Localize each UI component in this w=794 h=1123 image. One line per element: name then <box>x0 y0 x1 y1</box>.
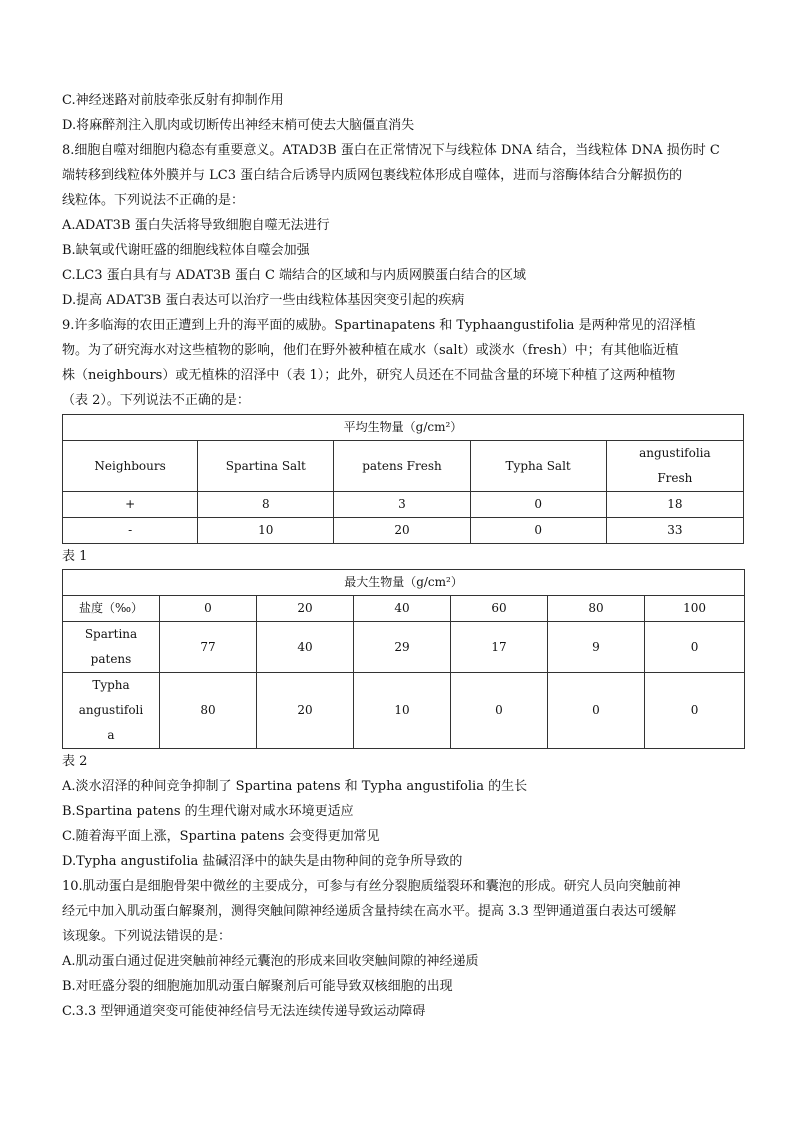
q8-option-a: A.ADAT3B 蛋白失活将导致细胞自噬无法进行 <box>62 218 330 233</box>
label-line: a <box>107 728 115 742</box>
label-line: Spartina <box>84 627 138 641</box>
table-cell: 20 <box>257 673 354 749</box>
exam-page <box>62 88 746 1024</box>
table-1-header <box>606 441 743 492</box>
table-cell: 29 <box>354 622 451 673</box>
table-cell: 18 <box>606 492 743 518</box>
header-line: Fresh <box>657 471 693 485</box>
table-cell: + <box>63 492 198 518</box>
row-label <box>63 622 160 673</box>
salinity-cell: 60 <box>451 596 548 622</box>
stem-line: 线粒体。下列说法不正确的是： <box>62 193 245 208</box>
q9-option-a: A.淡水沼泽的种间竞争抑制了 Spartina patens 和 Typha angustifolia 的生长 <box>62 779 528 794</box>
stem-line: 10.肌动蛋白是细胞骨架中微丝的主要成分，可参与有丝分裂胞质缢裂环和囊泡的形成。研究人员向突触前神 <box>62 879 681 894</box>
q10-option-a: A.肌动蛋白通过促进突触前神经元囊泡的形成来回收突触间隙的神经递质 <box>62 954 479 969</box>
q8-option-c: C.LC3 蛋白具有与 ADAT3B 蛋白 C 端结合的区域和与内质网膜蛋白结合的区域 <box>62 268 527 283</box>
table-row <box>63 596 745 622</box>
option-line: C.神经迷路对前肢牵张反射有抑制作用 <box>62 93 284 108</box>
question-10-stem <box>62 874 746 949</box>
q8-option-d: D.提高 ADAT3B 蛋白表达可以治疗一些由线粒体基因突变引起的疾病 <box>62 293 465 308</box>
salinity-cell: 20 <box>257 596 354 622</box>
table-2-header-label: 盐度（‰） <box>63 596 160 622</box>
stem-line: 物。为了研究海水对这些植物的影响，他们在野外被种植在咸水（salt）或淡水（fresh）中；有其他临近植 <box>62 343 679 358</box>
table-cell: 10 <box>354 673 451 749</box>
table-2 <box>62 569 745 749</box>
header-line: angustifolia <box>639 446 711 460</box>
table-cell: 0 <box>470 492 606 518</box>
stem-line: 株（neighbours）或无植株的沼泽中（表 1）；此外，研究人员还在不同盐含量的环境下种植了这两种植物 <box>62 368 676 383</box>
stem-line: 8.细胞自噬对细胞内稳态有重要意义。ATAD3B 蛋白在正常情况下与线粒体 DNA 结合，当线粒体 DNA 损伤时 C <box>62 143 720 158</box>
label-line: Typha <box>92 678 130 692</box>
table-row <box>63 622 745 673</box>
table-1-header: Typha Salt <box>470 441 606 492</box>
salinity-cell: 0 <box>160 596 257 622</box>
table-1-header: Neighbours <box>63 441 198 492</box>
label-line: angustifoli <box>78 703 144 717</box>
table-row <box>63 492 744 518</box>
table-cell: 40 <box>257 622 354 673</box>
label-line: patens <box>90 652 132 666</box>
q10-option-c: C.3.3 型钾通道突变可能使神经信号无法连续传递导致运动障碍 <box>62 1004 426 1019</box>
stem-line: （表 2）。下列说法不正确的是： <box>62 393 250 408</box>
table-2-caption: 表 2 <box>62 754 88 769</box>
stem-line: 经元中加入肌动蛋白解聚剂，测得突触间隙神经递质含量持续在高水平。提高 3.3 型钾通道蛋白表达可缓解 <box>62 904 676 919</box>
table-cell: 10 <box>198 518 334 544</box>
table-cell: 33 <box>606 518 743 544</box>
table-cell: 9 <box>548 622 645 673</box>
q10-option-b: B.对旺盛分裂的细胞施加肌动蛋白解聚剂后可能导致双核细胞的出现 <box>62 979 453 994</box>
question-9-stem <box>62 313 746 413</box>
q9-option-b: B.Spartina patens 的生理代谢对咸水环境更适应 <box>62 804 354 819</box>
q9-option-c: C.随着海平面上涨，Spartina patens 会变得更加常见 <box>62 829 380 844</box>
stem-line: 9.许多临海的农田正遭到上升的海平面的威胁。Spartinapatens 和 Typhaangustifolia 是两种常见的沼泽植 <box>62 318 696 333</box>
table-cell: 0 <box>645 673 745 749</box>
table-row <box>63 518 744 544</box>
table-cell: 0 <box>645 622 745 673</box>
salinity-cell: 40 <box>354 596 451 622</box>
table-2-title: 最大生物量（g/cm²） <box>63 570 745 596</box>
q9-option-d: D.Typha angustifolia 盐碱沼泽中的缺失是由物种间的竞争所导致的 <box>62 854 463 869</box>
table-cell: 8 <box>198 492 334 518</box>
table-cell: - <box>63 518 198 544</box>
stem-line: 端转移到线粒体外膜并与 LC3 蛋白结合后诱导内质网包裹线粒体形成自噬体，进而与溶酶体结合分解损伤的 <box>62 168 683 183</box>
table-cell: 77 <box>160 622 257 673</box>
table-cell: 20 <box>334 518 470 544</box>
stem-line: 该现象。下列说法错误的是： <box>62 929 232 944</box>
q8-option-b: B.缺氧或代谢旺盛的细胞线粒体自噬会加强 <box>62 243 310 258</box>
table-1 <box>62 414 744 544</box>
table-cell: 0 <box>548 673 645 749</box>
table-1-title: 平均生物量（g/cm²） <box>63 415 744 441</box>
question-8-stem <box>62 138 746 213</box>
table-row <box>63 673 745 749</box>
table-cell: 3 <box>334 492 470 518</box>
table-1-caption: 表 1 <box>62 549 88 564</box>
table-cell: 0 <box>470 518 606 544</box>
table-cell: 17 <box>451 622 548 673</box>
table-cell: 0 <box>451 673 548 749</box>
table-1-header: patens Fresh <box>334 441 470 492</box>
row-label <box>63 673 160 749</box>
table-1-header: Spartina Salt <box>198 441 334 492</box>
salinity-cell: 100 <box>645 596 745 622</box>
table-cell: 80 <box>160 673 257 749</box>
salinity-cell: 80 <box>548 596 645 622</box>
option-line: D.将麻醉剂注入肌肉或切断传出神经末梢可使去大脑僵直消失 <box>62 118 415 133</box>
